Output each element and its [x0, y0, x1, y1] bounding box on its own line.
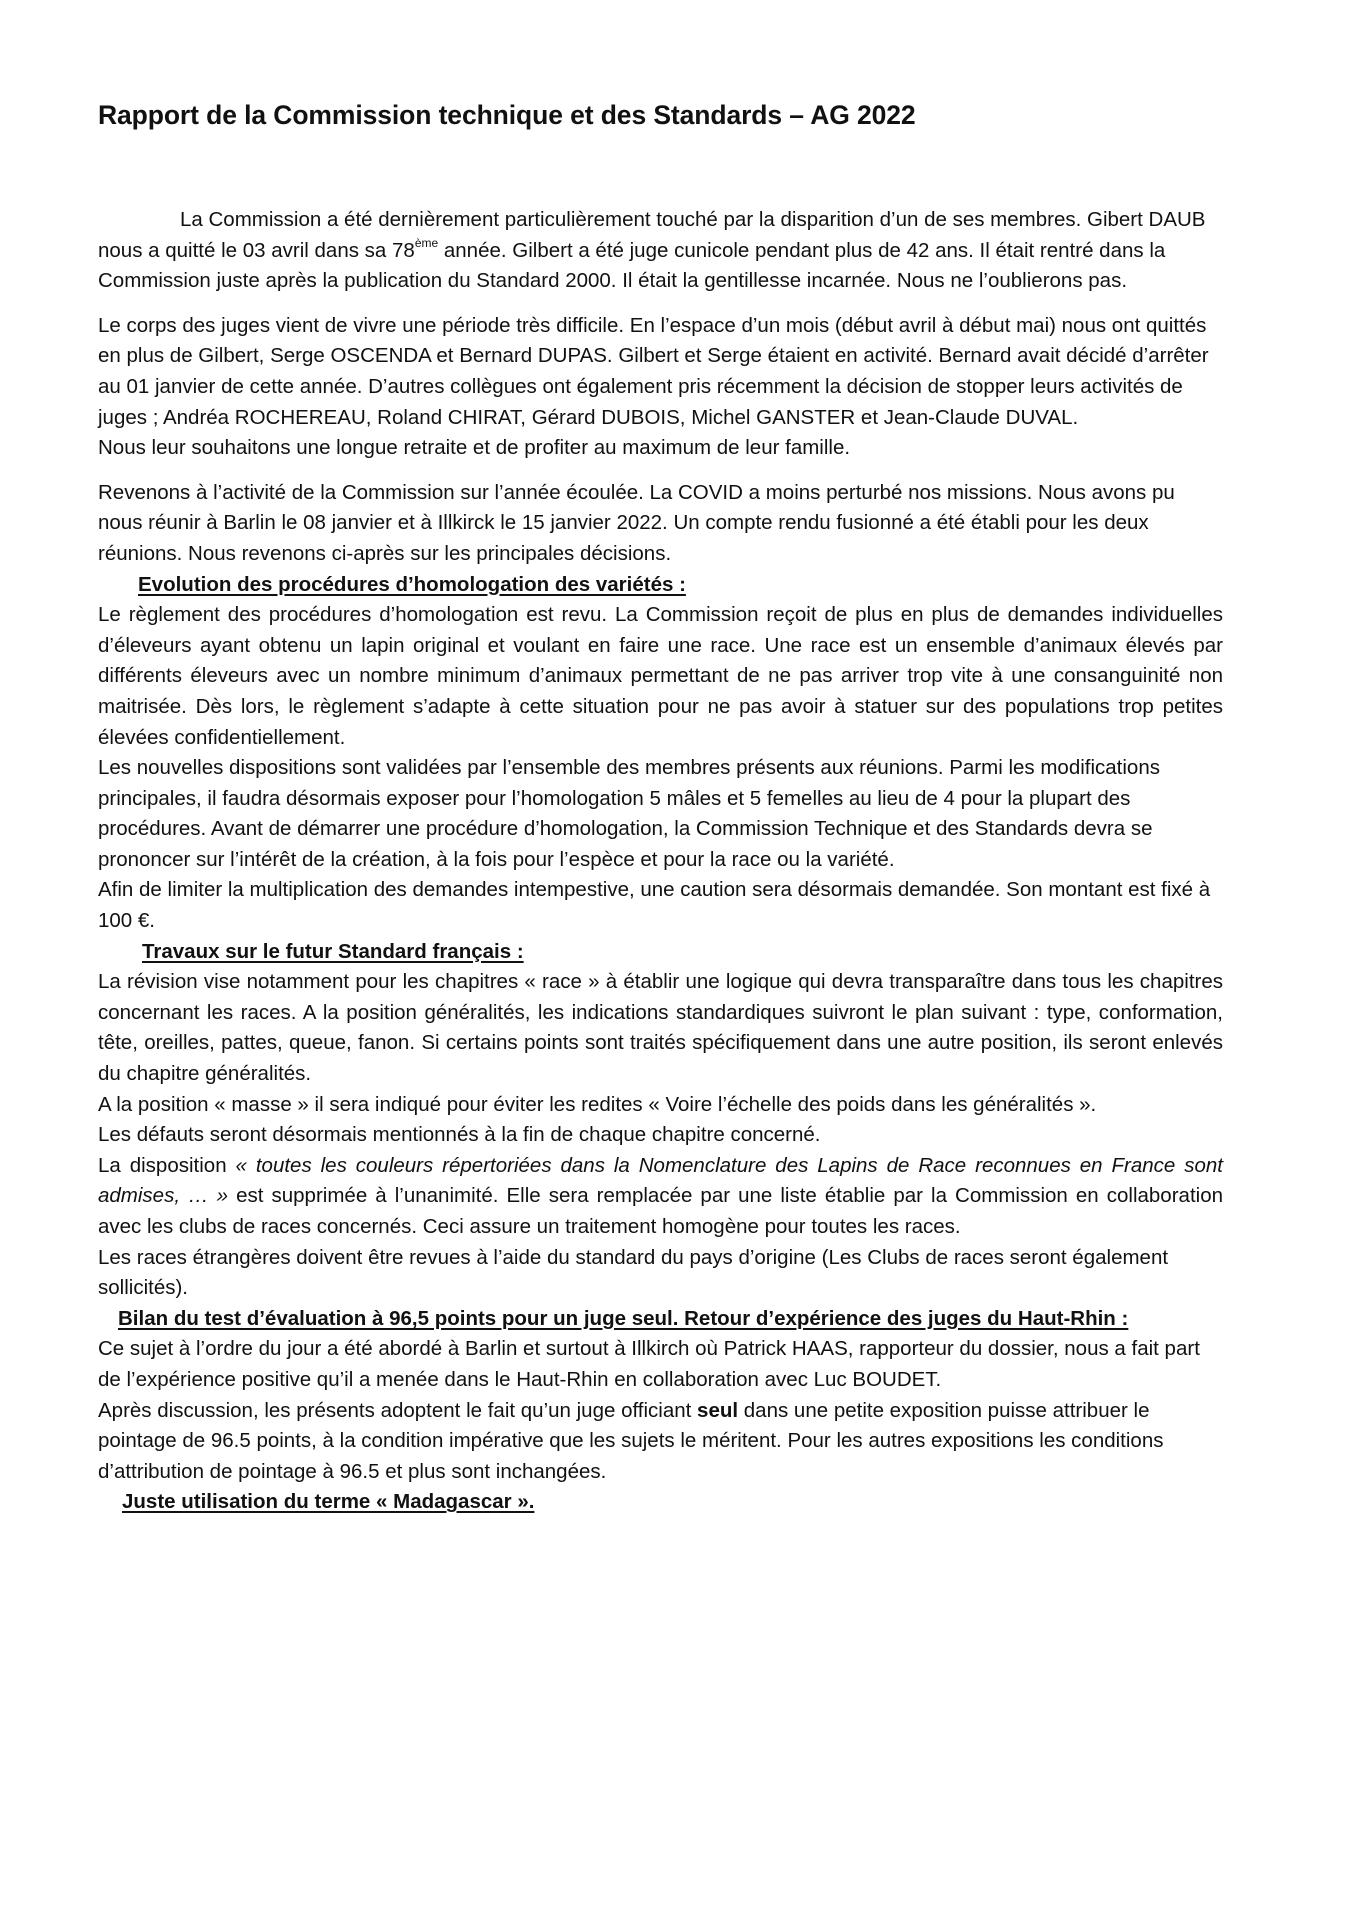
section-2-heading: Travaux sur le futur Standard français : — [142, 939, 524, 963]
intro-p1-text-a: La Commission a été dernièrement particulièrement touché par la disparition d’un de ses membres. Gibert DAUB nous a quitté le 03 avril dans sa 78 — [98, 208, 1206, 262]
section-1-heading: Evolution des procédures d’homologation des variétés : — [138, 572, 686, 596]
section-2-paragraph-2: A la position « masse » il sera indiqué pour éviter les redites « Voire l’échelle des poids dans les généralités ». — [98, 1092, 1097, 1116]
section-1-paragraph-1: Le règlement des procédures d’homologation est revu. La Commission reçoit de plus en plus de demandes individuelles d’éleveurs ayant obtenu un lapin original et voulant en faire une race. Une race est un ensemble d’animaux élevés par différents éleveurs avec un nombre minimum d’animaux permettant de ne pas arriver trop vite à une consanguinité non maitrisée. Dès lors, le règlement s’adapte à cette situation pour ne pas avoir à statuer sur des populations trop petites élevées confidentiellement. — [98, 603, 1223, 749]
section-2-paragraph-5: Les races étrangères doivent être revues à l’aide du standard du pays d’origine (Les Clubs de races seront également sollicités). — [98, 1245, 1169, 1300]
section-3-p2-bold: seul — [697, 1398, 739, 1422]
intro-p1-superscript: ème — [414, 235, 439, 250]
section-3-p2-text-a: Après discussion, les présents adoptent le fait qu’un juge officiant — [98, 1398, 698, 1422]
section-1-paragraph-2: Les nouvelles dispositions sont validées par l’ensemble des membres présents aux réunions. Parmi les modifications principales, il faudra désormais exposer pour l’homologation 5 mâles et 5 femelles au lieu de 4 pour la plupart des procédures. Avant de démarrer une procédure d’homologation, la Commission Technique et des Standards devra se prononcer sur l’intérêt de la création, à la fois pour l’espèce et pour la race ou la variété. — [98, 756, 1160, 871]
section-3-paragraph-1: Ce sujet à l’ordre du jour a été abordé à Barlin et surtout à Illkirch où Patrick HAAS, rapporteur du dossier, nous a fait part de l’expérience positive qu’il a menée dans le Haut-Rhin en collaboration avec Luc BOUDET. — [98, 1337, 1200, 1391]
intro-paragraph-3: Nous leur souhaitons une longue retraite et de profiter au maximum de leur famille. — [98, 436, 851, 460]
section-4-heading: Juste utilisation du terme « Madagascar ». — [122, 1490, 535, 1514]
section-2-paragraph-4 — [98, 1151, 1223, 1243]
section-2-paragraph-3: Les défauts seront désormais mentionnés à la fin de chaque chapitre concerné. — [98, 1123, 821, 1147]
intro-paragraph-4: Revenons à l’activité de la Commission sur l’année écoulée. La COVID a moins perturbé nos missions. Nous avons pu nous réunir à Barlin le 08 janvier et à Illkirck le 15 janvier 2022. Un compte rendu fusionné a été établi pour les deux réunions. Nous revenons ci-après sur les principales décisions. — [98, 480, 1175, 565]
section-2-p4-quote: « toutes les couleurs répertoriées dans la Nomenclature des Lapins de Race reconnues en France sont admises, … » — [98, 1153, 1223, 1208]
intro-paragraph-2: Le corps des juges vient de vivre une période très difficile. En l’espace d’un mois (début avril à début mai) nous ont quittés en plus de Gilbert, Serge OSCENDA et Bernard DUPAS. Gilbert et Serge étaient en activité. Bernard avait décidé d’arrêter au 01 janvier de cette année. D’autres collègues ont également pris récemment la décision de stopper leurs activités de juges ; Andréa ROCHEREAU, Roland CHIRAT, Gérard DUBOIS, Michel GANSTER et Jean-Claude DUVAL. — [98, 313, 1209, 429]
section-2-p4-text-b: est supprimée à l’unanimité. Elle sera remplacée par une liste établie par la Commission en collaboration avec les clubs de races concernés. Ceci assure un traitement homogène pour toutes les races. — [98, 1184, 1223, 1238]
section-2-p4-text-a: La disposition — [98, 1153, 236, 1177]
section-3-heading: Bilan du test d’évaluation à 96,5 points pour un juge seul. Retour d’expérience des juges du Haut-Rhin : — [118, 1306, 1129, 1330]
section-2-paragraph-1: La révision vise notamment pour les chapitres « race » à établir une logique qui devra transparaître dans tous les chapitres concernant les races. A la position généralités, les indications standardiques suivront le plan suivant : type, conformation, tête, oreilles, pattes, queue, fanon. Si certains points sont traités spécifiquement dans une autre position, ils seront enlevés du chapitre généralités. — [98, 970, 1223, 1086]
intro-paragraph-1 — [98, 205, 1223, 297]
document-title: Rapport de la Commission technique et des Standards – AG 2022 — [98, 100, 916, 130]
section-3-paragraph-2 — [98, 1396, 1223, 1488]
section-1-paragraph-3: Afin de limiter la multiplication des demandes intempestive, une caution sera désormais demandée. Son montant est fixé à 100 €. — [98, 878, 1211, 933]
intro-p1-text-b: année. Gilbert a été juge cunicole pendant plus de 42 ans. Il était rentré dans la Commission juste après la publication du Standard 2000. Il était la gentillesse incarnée. Nous ne l’oublierons pas. — [98, 238, 1166, 293]
section-3-p2-text-b: dans une petite exposition puisse attribuer le pointage de 96.5 points, à la condition impérative que les sujets le méritent. Pour les autres expositions les conditions d’attribution de pointage à 96.5 et plus sont inchangées. — [98, 1398, 1164, 1483]
